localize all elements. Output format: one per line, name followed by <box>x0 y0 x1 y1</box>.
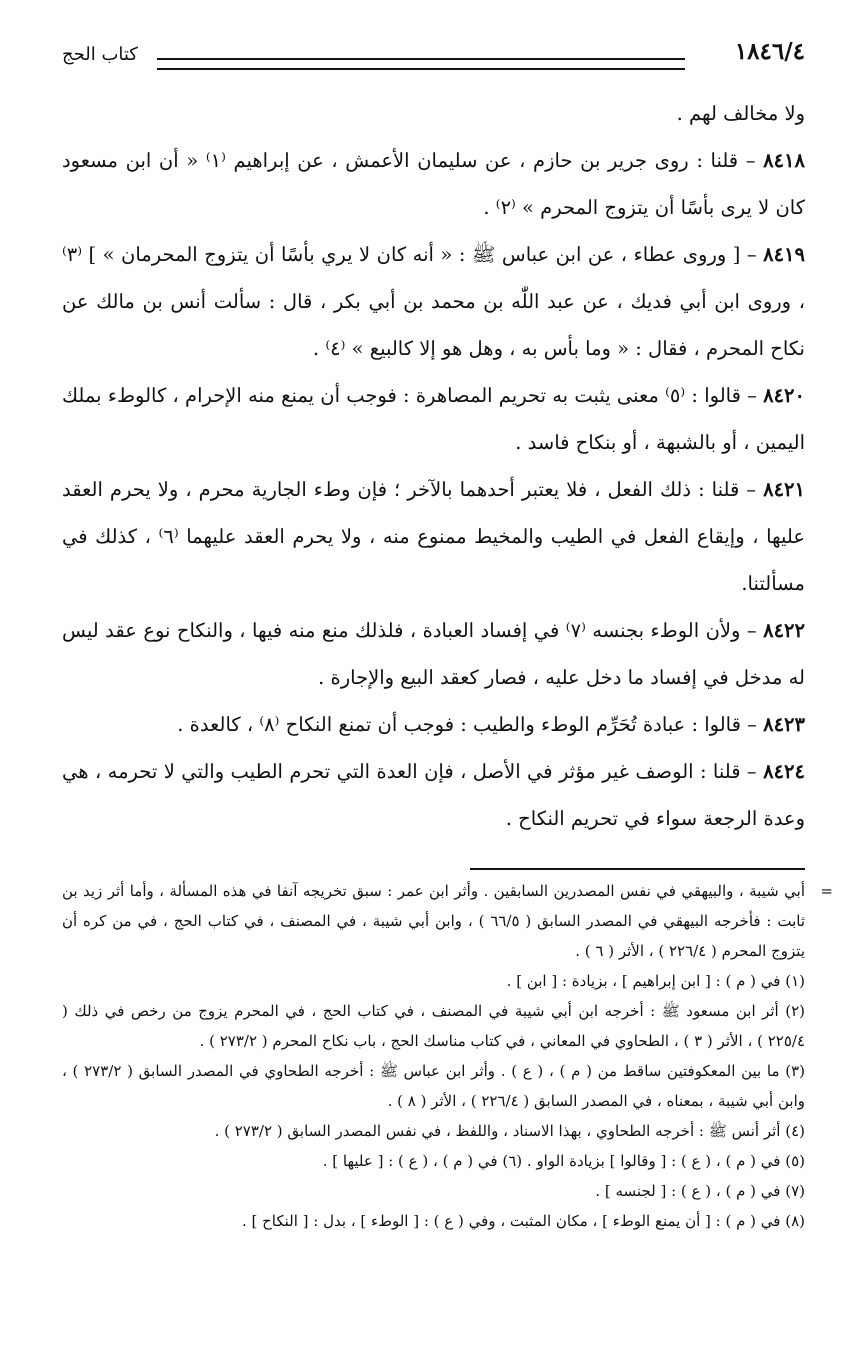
footnote-continuation <box>62 876 833 966</box>
book-page <box>62 32 833 1305</box>
paragraph-number: ٨٤١٨ <box>763 149 805 172</box>
paragraph-number: ٨٤٢٢ <box>763 619 805 642</box>
paragraph-8423 <box>62 701 805 748</box>
paragraph-intro: ولا مخالف لهم . <box>676 102 805 125</box>
paragraph-number: ٨٤٢٣ <box>763 713 805 736</box>
paragraph-8424 <box>62 748 805 842</box>
footnote-text: أبي شيبة ، والبيهقي في نفس المصدرين السابقين . وأثر ابن عمر : سبق تخريجه آنفا في هذه المسألة ، وأما أثر زيد بن ثابت : فأخرجه البيهقي في المصدر السابق ( ٦٦/٥ ) ، وابن أبي شيبة ، في المصنف ، في كتاب الحج ، في من كره أن يتزوج المحرم ( ٢٢٦/٤ ) ، الأثر ( ٦ ) . <box>62 882 806 960</box>
paragraph-8419 <box>62 231 805 372</box>
paragraph-8418 <box>62 137 805 231</box>
paragraph-number: ٨٤٢٠ <box>763 384 805 407</box>
paragraph-8420 <box>62 372 805 466</box>
paragraph-text: – قالوا : ⁽٥⁾ معنى يثبت به تحريم المصاهرة : فوجب أن يمنع منه الإحرام ، كالوطء بملك اليمين ، أو بالشبهة ، أو بنكاح فاسد . <box>62 384 805 454</box>
header-double-rule <box>157 58 685 70</box>
paragraph-text: – قلنا : الوصف غير مؤثر في الأصل ، فإن العدة التي تحرم الطيب والتي لا تحرمه ، هي وعدة الرجعة سواء في تحريم النكاح . <box>62 760 805 830</box>
paragraph-8421 <box>62 466 805 607</box>
footnote-7: (٧) في ( م ) ، ( ع ) : [ لجنسه ] . <box>595 1182 805 1200</box>
continuation-mark: = <box>820 882 833 900</box>
footnote-2: (٢) أثر ابن مسعود ﷺ : أخرجه ابن أبي شيبة في المصنف ، في كتاب الحج ، في المحرم يزوج من رخص في ذلك ( ٢٢٥/٤ ) ، الأثر ( ٣ ) ، الطحاوي في المعاني ، في كتاب مناسك الحج ، باب نكاح المحرم ( ٢٧٣/٢ ) . <box>62 1002 805 1050</box>
paragraph-number: ٨٤١٩ <box>763 243 805 266</box>
paragraph-text: – قلنا : روى جرير بن حازم ، عن سليمان الأعمش ، عن إبراهيم ⁽١⁾ « أن ابن مسعود كان لا يرى بأسًا أن يتزوج المحرم » ⁽٢⁾ . <box>62 149 805 219</box>
paragraph-8422 <box>62 607 805 701</box>
footnotes <box>62 876 833 1236</box>
page-header <box>62 32 805 82</box>
paragraph-text: – قلنا : ذلك الفعل ، فلا يعتبر أحدهما بالآخر ؛ فإن وطء الجارية محرم ، ولا يحرم العقد عليها ، وإيقاع الفعل في الطيب والمخيط ممنوع منه ، ولا يحرم العقد عليهما ⁽٦⁾ ، كذلك في مسألتنا. <box>62 478 805 595</box>
footnote-8: (٨) في ( م ) : [ أن يمنع الوطء ] ، مكان المثبت ، وفي ( ع ) : [ الوطء ] ، بدل : [ النكاح ] . <box>241 1212 805 1230</box>
paragraph-text: – قالوا : عبادة تُحَرِّم الوطء والطيب : فوجب أن تمنع النكاح ⁽٨⁾ ، كالعدة . <box>177 713 764 736</box>
footnote-3: (٣) ما بين المعكوفتين ساقط من ( م ) ، ( ع ) . وأثر ابن عباس ﷺ : أخرجه الطحاوي في المصدر السابق ( ٢٧٣/٢ ) ، وابن أبي شيبة ، بمعناه ، في المصدر السابق ( ٢٢٦/٤ ) ، الأثر ( ٨ ) . <box>62 1062 805 1110</box>
footnote-5-6: (٥) في ( م ) ، ( ع ) : [ وقالوا ] بزيادة الواو . (٦) في ( م ) ، ( ع ) : [ عليها ] . <box>322 1152 805 1170</box>
paragraph-text: – [ وروى عطاء ، عن ابن عباس ﷺ : « أنه كان لا يري بأسًا أن يتزوج المحرمان » ] ⁽٣⁾ ، وروى ابن أبي فديك ، عن عبد اللّٰه بن محمد بن أبي بكر ، قال : سألت أنس بن مالك عن نكاح المحرم ، فقال : « وما بأس به ، وهل هو إلا كالبيع » ⁽٤⁾ . <box>62 243 805 360</box>
footnote-1: (١) في ( م ) : [ ابن إبراهيم ] ، بزيادة : [ ابن ] . <box>506 972 805 990</box>
paragraph-text: – ولأن الوطء بجنسه ⁽٧⁾ في إفساد العبادة ، فلذلك منع منه فيها ، والنكاح نوع عقد ليس له مدخل في إفساد ما دخل عليه ، فصار كعقد البيع والإجارة . <box>62 619 805 689</box>
paragraph-number: ٨٤٢١ <box>763 478 805 501</box>
book-title: كتاب الحج <box>62 44 138 65</box>
footnote-separator <box>470 868 805 870</box>
footnote-4: (٤) أثر أنس ﷺ : أخرجه الطحاوي ، بهذا الاسناد ، واللفظ ، في نفس المصدر السابق ( ٢٧٣/٢ ) . <box>214 1122 805 1140</box>
main-text <box>62 90 805 842</box>
paragraph-number: ٨٤٢٤ <box>763 760 805 783</box>
page-number: ١٨٤٦/٤ <box>734 38 805 65</box>
